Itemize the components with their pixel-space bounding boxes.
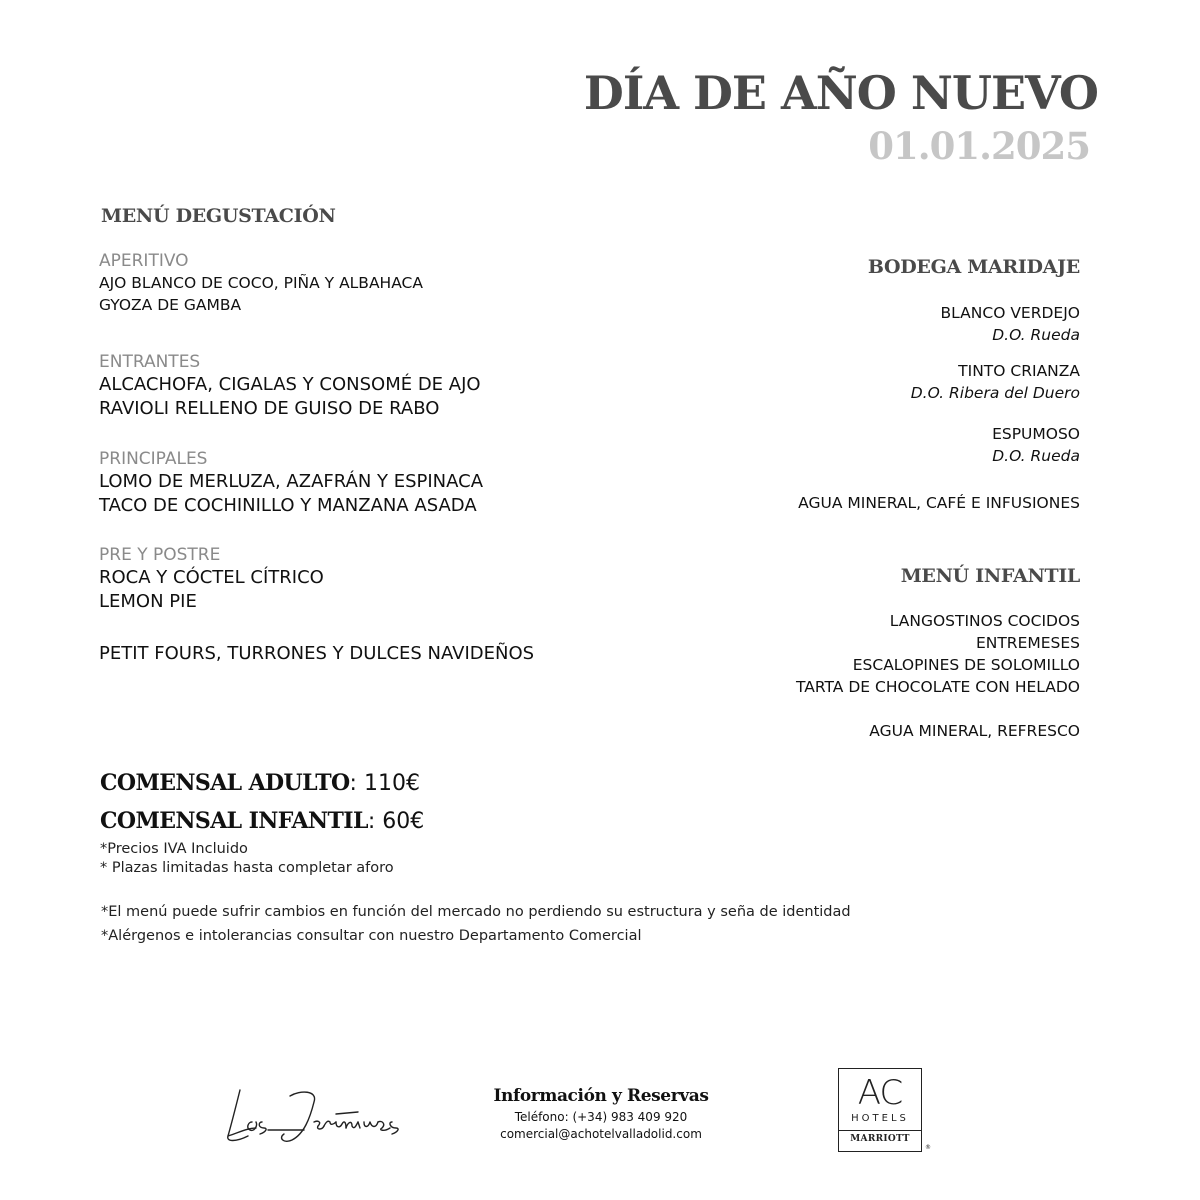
menu-item: RAVIOLI RELLENO DE GUISO DE RABO	[99, 398, 440, 419]
disclaimer-line: *Alérgenos e intolerancias consultar con nuestro Departamento Comercial	[101, 928, 642, 944]
ac-logo-text: AC	[857, 1073, 903, 1113]
kids-menu-item: LANGOSTINOS COCIDOS	[889, 612, 1080, 630]
page-title: DÍA DE AÑO NUEVO	[583, 66, 1098, 120]
event-date: 01.01.2025	[868, 124, 1090, 168]
kids-menu-heading: MENÚ INFANTIL	[900, 565, 1080, 587]
kids-drinks: AGUA MINERAL, REFRESCO	[869, 722, 1080, 740]
menu-item: TACO DE COCHINILLO Y MANZANA ASADA	[99, 495, 477, 516]
wine-item	[992, 423, 1080, 467]
kids-menu-item: ESCALOPINES DE SOLOMILLO	[852, 656, 1080, 674]
price-note: *Precios IVA Incluido	[100, 841, 248, 857]
petit-fours-item: PETIT FOURS, TURRONES Y DULCES NAVIDEÑOS	[99, 643, 535, 664]
kids-menu-item: ENTREMESES	[975, 634, 1080, 652]
los-jeronimos-signature-logo	[218, 1078, 408, 1148]
wine-origin: D.O. Ribera del Duero	[910, 384, 1080, 402]
wine-pairing-heading: BODEGA MARIDAJE	[867, 256, 1080, 278]
logo-divider	[839, 1130, 921, 1131]
postre-label: PRE Y POSTRE	[99, 545, 221, 565]
adult-price-value: : 110€	[349, 771, 420, 796]
disclaimer-line: *El menú puede sufrir cambios en función del mercado no perdiendo su estructura y seña de identidad	[101, 904, 851, 920]
child-price-value: : 60€	[367, 809, 425, 834]
wine-extra: AGUA MINERAL, CAFÉ E INFUSIONES	[798, 494, 1080, 512]
adult-price-label: COMENSAL ADULTO	[100, 770, 350, 796]
menu-item: GYOZA DE GAMBA	[99, 296, 242, 314]
principales-label: PRINCIPALES	[99, 449, 208, 469]
info-heading: Información y Reservas	[493, 1086, 709, 1106]
marriott-logo-text: MARRIOTT	[850, 1134, 910, 1144]
wine-origin: D.O. Rueda	[992, 447, 1080, 465]
disclaimers	[101, 900, 851, 948]
child-price	[100, 808, 424, 834]
entrantes-section	[99, 351, 481, 421]
phone-text: Teléfono: (+34) 983 409 920	[514, 1110, 688, 1124]
menu-item: LEMON PIE	[99, 591, 197, 612]
tasting-menu-heading: MENÚ DEGUSTACIÓN	[101, 205, 336, 227]
menu-item: AJO BLANCO DE COCO, PIÑA Y ALBAHACA	[99, 274, 423, 292]
registered-mark: ®	[925, 1144, 931, 1151]
contact-info	[470, 1086, 732, 1143]
ac-hotels-logo	[838, 1068, 922, 1152]
entrantes-label: ENTRANTES	[99, 352, 201, 372]
wine-name: TINTO CRIANZA	[958, 362, 1080, 380]
price-notes	[100, 840, 394, 878]
wine-origin: D.O. Rueda	[992, 326, 1080, 344]
hotels-logo-text: HOTELS	[851, 1113, 909, 1124]
wine-name: ESPUMOSO	[992, 425, 1080, 443]
aperitivo-label: APERITIVO	[99, 251, 189, 271]
menu-item: ROCA Y CÓCTEL CÍTRICO	[99, 567, 324, 588]
child-price-label: COMENSAL INFANTIL	[100, 808, 368, 834]
wine-item	[941, 302, 1080, 346]
wine-name: BLANCO VERDEJO	[940, 304, 1080, 322]
menu-item: LOMO DE MERLUZA, AZAFRÁN Y ESPINACA	[99, 471, 484, 492]
principales-section	[99, 448, 483, 518]
postre-section	[99, 544, 324, 614]
wine-item	[911, 360, 1080, 404]
adult-price	[100, 770, 420, 796]
email-link[interactable]: comercial@achotelvalladolid.com	[500, 1127, 702, 1141]
menu-item: ALCACHOFA, CIGALAS Y CONSOMÉ DE AJO	[99, 374, 481, 395]
kids-menu-list	[796, 610, 1080, 698]
price-note: * Plazas limitadas hasta completar aforo	[100, 860, 394, 876]
aperitivo-section	[99, 250, 423, 316]
kids-menu-item: TARTA DE CHOCOLATE CON HELADO	[796, 678, 1080, 696]
